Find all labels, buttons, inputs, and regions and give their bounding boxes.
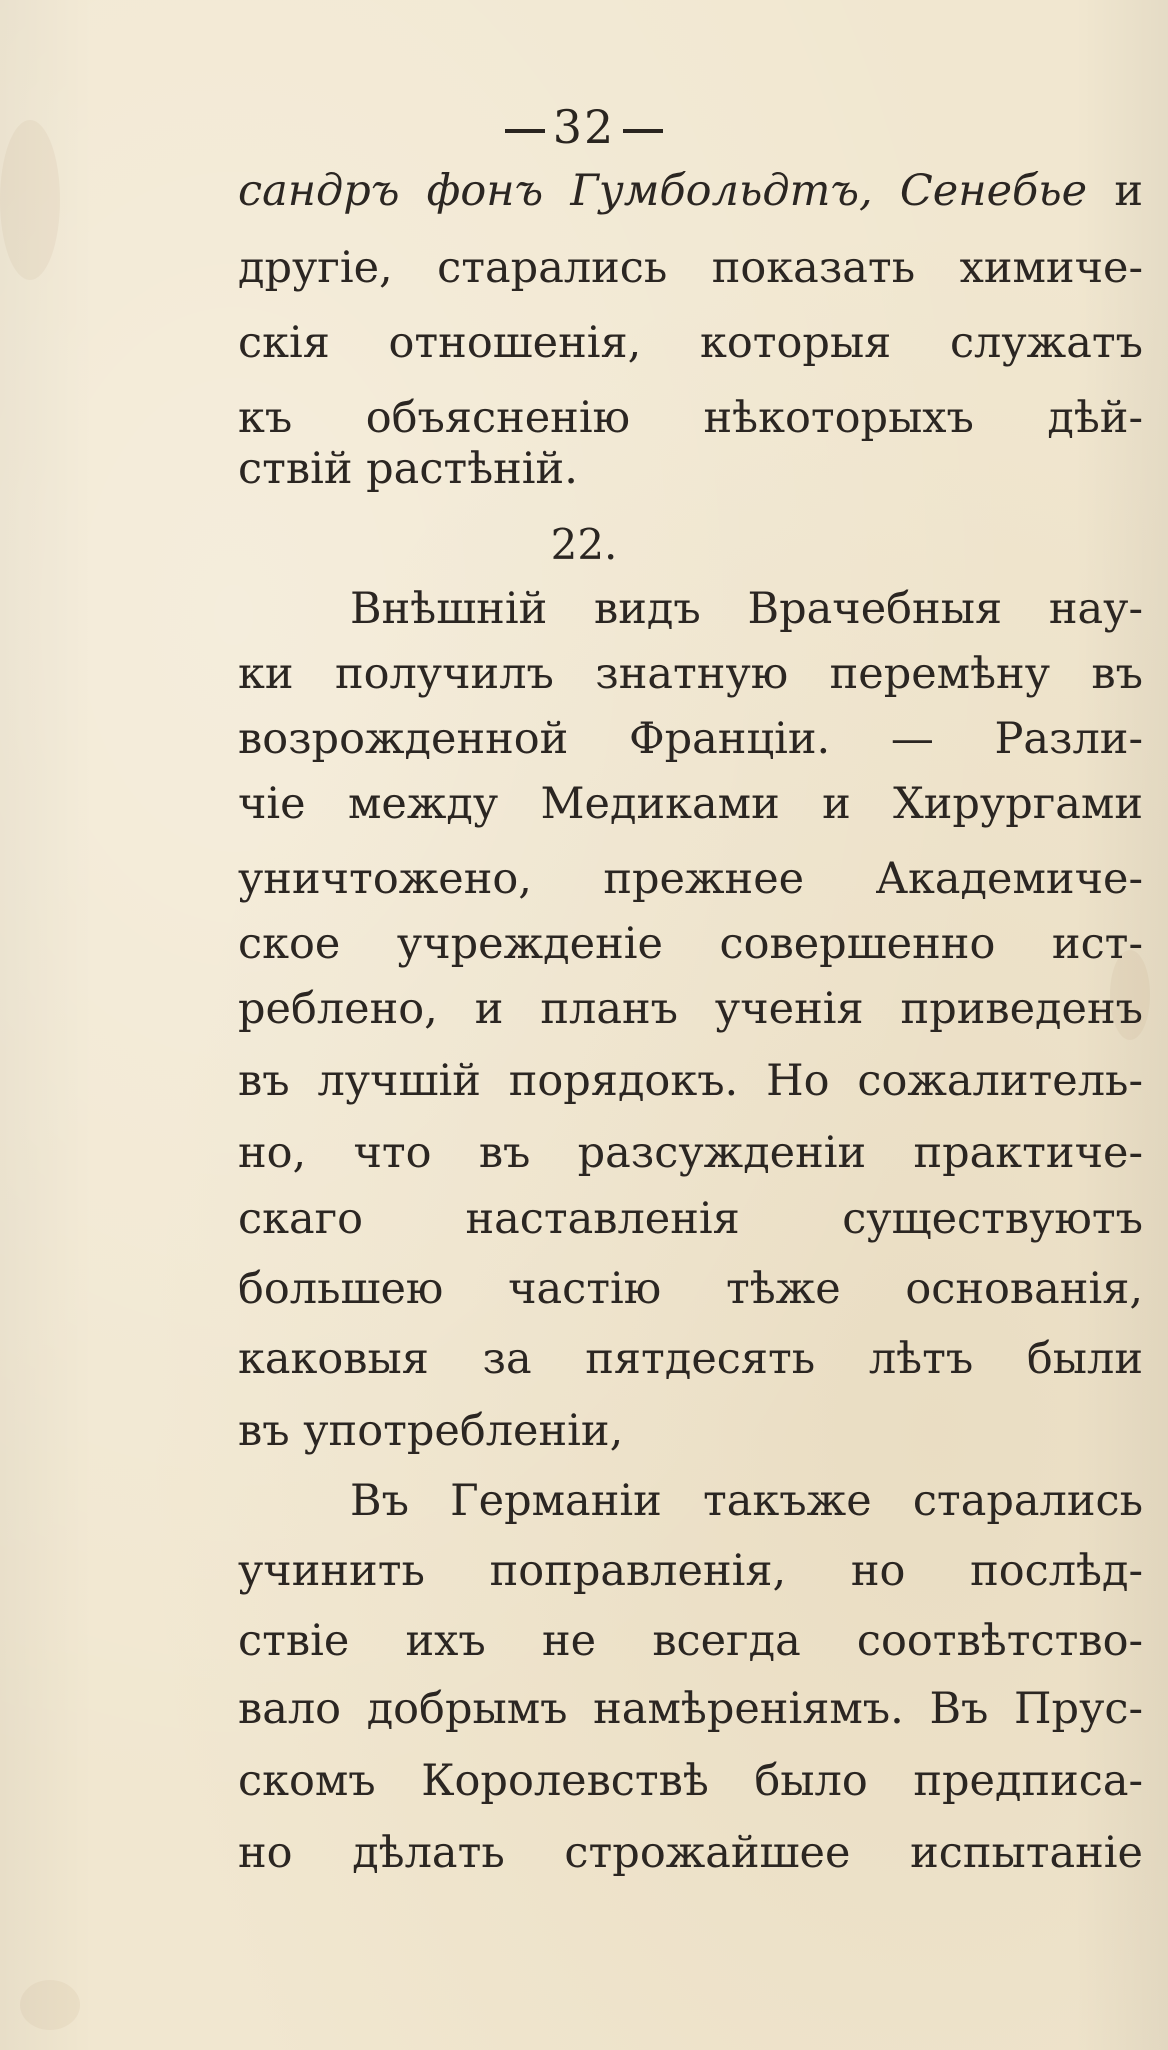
text-line: но дѣлать строжайшее испытаніе [238, 1828, 1143, 1878]
text-line: ствій растѣній. [238, 444, 578, 494]
dash-left [505, 129, 545, 133]
text-line: ки получилъ знатную перемѣну въ [238, 649, 1143, 699]
text-line: къ объясненію нѣкоторыхъ дѣй- [238, 393, 1143, 443]
page-number-value: 32 [552, 100, 616, 154]
text-line: но, что въ разсужденіи практиче- [238, 1128, 1143, 1178]
text-line [238, 166, 1143, 216]
italic-name: Сенебье [899, 166, 1088, 216]
text-line: въ лучшій порядокъ. Но сожалитель- [238, 1056, 1143, 1106]
text-line: учинить поправленія, но послѣд- [238, 1546, 1143, 1596]
text-line: скія отношенія, которыя служатъ [238, 318, 1143, 368]
paper-stain [20, 1980, 80, 2030]
italic-name: сандръ фонъ Гумбольдтъ, [238, 166, 873, 216]
text-fragment: и [1114, 166, 1143, 216]
dash-right [623, 129, 663, 133]
text-line: вало добрымъ намѣреніямъ. Въ Прус- [238, 1684, 1143, 1734]
text-line: скаго наставленія существуютъ [238, 1194, 1143, 1244]
text-line: уничтожено, прежнее Академиче- [238, 854, 1143, 904]
text-line: реблено, и планъ ученія приведенъ [238, 984, 1143, 1034]
text-line: большею частію тѣже основанія, [238, 1264, 1143, 1314]
section-number: 22. [550, 520, 618, 569]
page-number [0, 100, 1168, 154]
text-line: чіе между Медиками и Хирургами [238, 779, 1143, 829]
text-line: ствіе ихъ не всегда соотвѣтство- [238, 1616, 1143, 1666]
text-line: въ употребленіи, [238, 1406, 624, 1456]
text-line: скомъ Королевствѣ было предписа- [238, 1756, 1143, 1806]
text-line: возрожденной Франціи. — Разли- [238, 714, 1143, 764]
text-line: ское учрежденіе совершенно ист- [238, 919, 1143, 969]
text-line: Въ Германіи такъже старались [350, 1476, 1143, 1526]
text-line: другіе, старались показать химиче- [238, 243, 1143, 293]
text-line: Внѣшній видъ Врачебныя нау- [350, 584, 1143, 634]
text-line: каковыя за пятдесять лѣтъ были [238, 1334, 1143, 1384]
